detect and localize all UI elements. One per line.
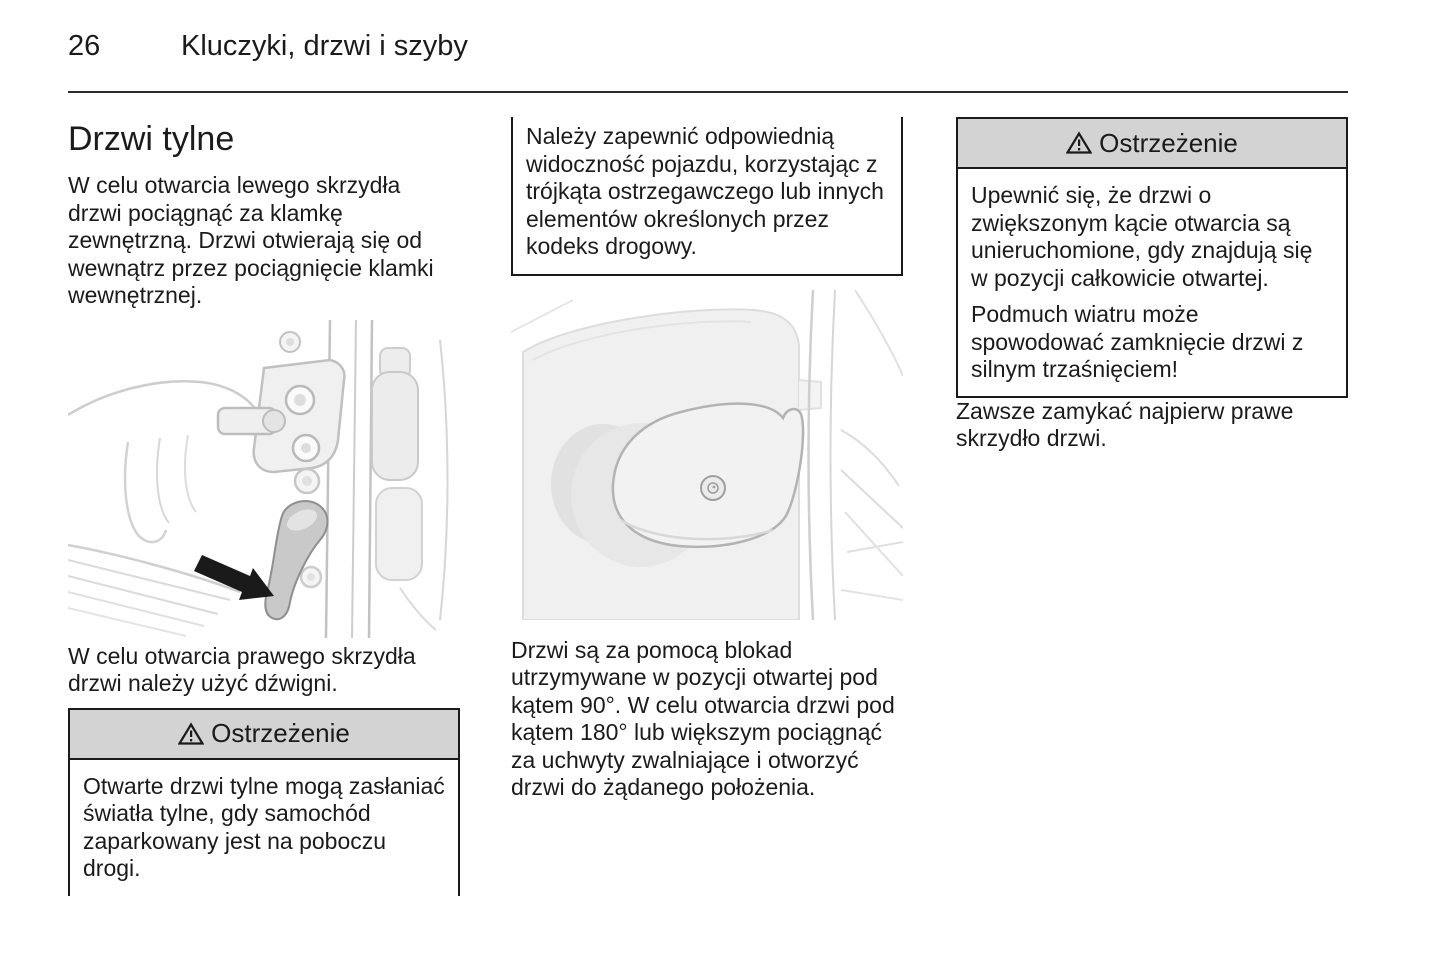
warning-triangle-icon xyxy=(178,722,204,746)
paragraph: W celu otwarcia prawego skrzydła drzwi należy użyć dźwigni. xyxy=(68,642,416,696)
warning-box-title: Ostrzeżenie xyxy=(211,718,350,748)
page-number: 26 xyxy=(68,30,101,62)
warning-box-continued-to-next-column xyxy=(68,708,460,896)
column-2 xyxy=(511,117,903,802)
section-heading: Drzwi tylne xyxy=(68,120,235,158)
paragraph: Zawsze zamykać najpierw prawe skrzydło drzwi. xyxy=(956,397,1294,451)
warning-box-continuation xyxy=(511,117,903,276)
warning-box xyxy=(956,117,1348,398)
warning-box-title: Ostrzeżenie xyxy=(1099,127,1238,158)
column-3 xyxy=(956,117,1348,453)
warning-box-header xyxy=(70,710,458,760)
door-latch-illustration xyxy=(68,320,460,643)
warning-text-continued: Należy zapewnić odpowiednią widoczność pojazdu, korzystając z trójkąta ostrzegawczego lub innych elementów określonych przez kodeks drogowy. xyxy=(526,123,884,259)
warning-text: Otwarte drzwi tylne mogą zasłaniać światła tylne, gdy samochód zaparkowany jest na poboczu drogi. xyxy=(83,772,445,881)
paragraph: W celu otwarcia lewego skrzydła drzwi pociągnąć za klamkę zewnętrzną. Drzwi otwierają się od wewnątrz przez pociągnięcie klamki wewnętrznej. xyxy=(68,172,434,308)
warning-text: Podmuch wiatru może spowodować zamknięcie drzwi z silnym trzaśnięciem! xyxy=(971,301,1304,382)
warning-text: Upewnić się, że drzwi o zwiększonym kącie otwarcia są unieruchomione, gdy znajdują się w pozycji całkowicie otwartej. xyxy=(971,182,1313,291)
warning-triangle-icon xyxy=(1066,131,1092,155)
warning-box-header xyxy=(958,119,1346,169)
header-rule xyxy=(68,91,1348,93)
page-section-title: Kluczyki, drzwi i szyby xyxy=(181,30,468,62)
column-1 xyxy=(68,117,460,896)
door-check-illustration xyxy=(511,290,903,625)
paragraph: Drzwi są za pomocą blokad utrzymywane w pozycji otwartej pod kątem 90°. W celu otwarcia drzwi pod kątem 180° lub większym pociągnąć za uchwyty zwalniające i otworzyć drzwi do żądanego położenia. xyxy=(511,636,895,800)
